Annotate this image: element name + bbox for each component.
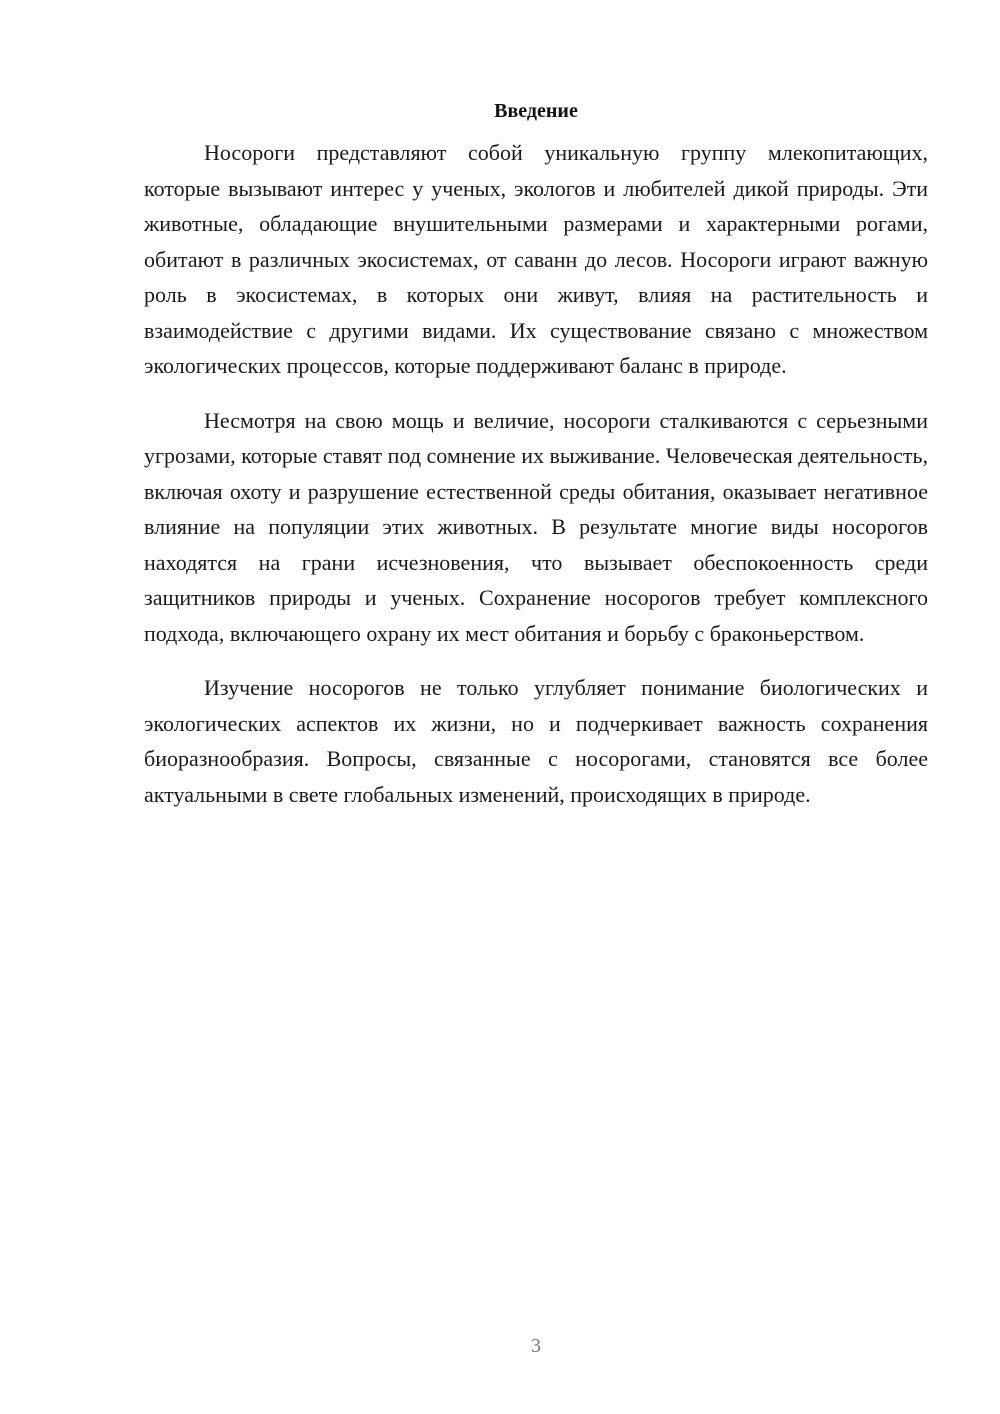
section-title: Введение — [494, 100, 578, 122]
page-content — [144, 94, 928, 812]
paragraph-3: Изучение носорогов не только углубляет понимание биологических и экологических аспектов их жизни, но и подчеркивает важность сохранения биоразнообразия. Вопросы, связанные с носорогами, становятся все более актуальными в свете глобальных изменений, происходящих в природе. — [144, 675, 928, 807]
page-number: 3 — [531, 1335, 541, 1357]
paragraph-2: Несмотря на свою мощь и величие, носороги сталкиваются с серьезными угрозами, которые ставят под сомнение их выживание. Человеческая деятельность, включая охоту и разрушение естественной среды обитания, оказывает негативное влияние на популяции этих животных. В результате многие виды носорогов находятся на грани исчезновения, что вызывает обеспокоенность среди защитников природы и ученых. Сохранение носорогов требует комплексного подхода, включающего охрану их мест обитания и борьбу с браконьерством. — [144, 407, 928, 646]
paragraph-1: Носороги представляют собой уникальную группу млекопитающих, которые вызывают интерес у ученых, экологов и любителей дикой природы. Эти животные, обладающие внушительными размерами и характерными рогами, обитают в различных экосистемах, от саванн до лесов. Носороги играют важную роль в экосистемах, в которых они живут, влияя на растительность и взаимодействие с другими видами. Их существование связано с множеством экологических процессов, которые поддерживают баланс в природе. — [144, 140, 928, 378]
